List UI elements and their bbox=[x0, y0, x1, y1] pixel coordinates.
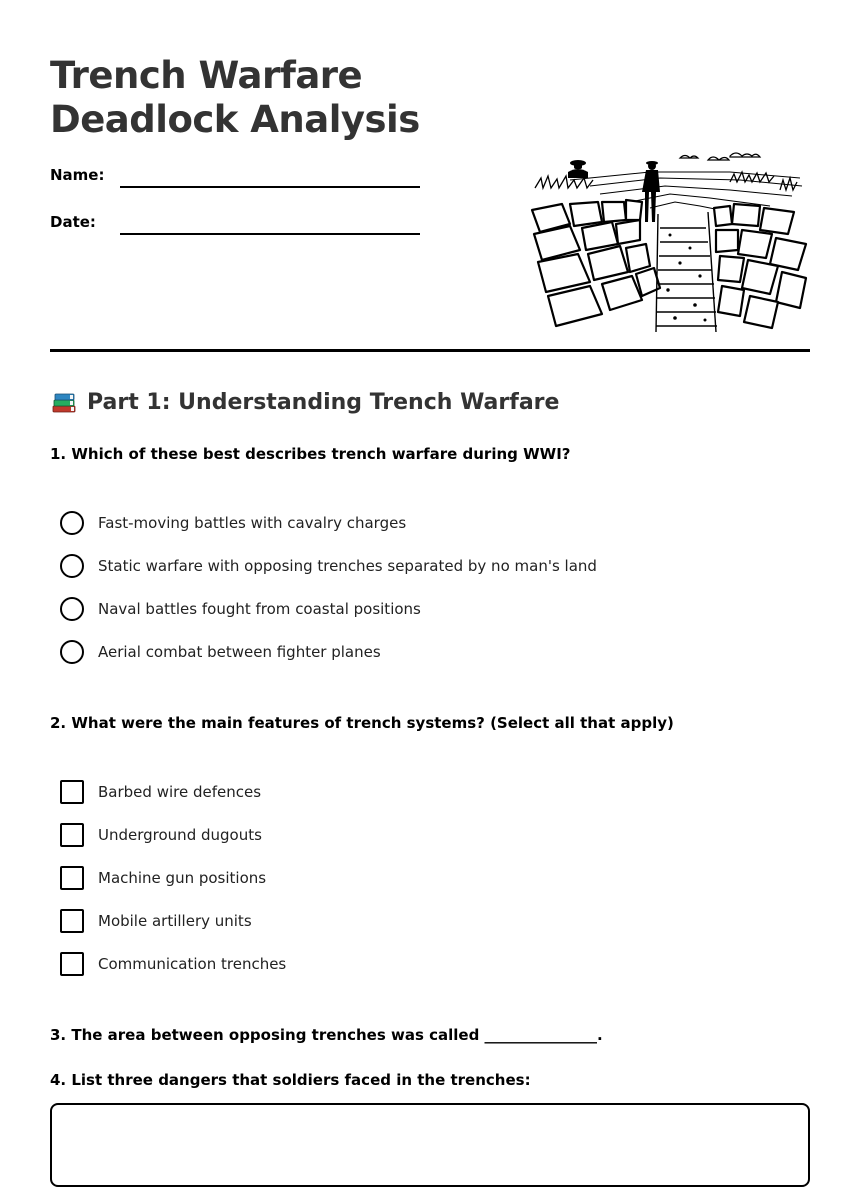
part1-heading bbox=[50, 388, 559, 416]
radio-button[interactable] bbox=[60, 597, 84, 621]
checkbox[interactable] bbox=[60, 823, 84, 847]
option-label: Machine gun positions bbox=[98, 869, 267, 887]
q1-option-3[interactable] bbox=[60, 597, 421, 621]
option-label: Static warfare with opposing trenches separated by no man's land bbox=[98, 557, 597, 575]
option-label: Communication trenches bbox=[98, 955, 287, 973]
option-label: Fast-moving battles with cavalry charges bbox=[98, 514, 407, 532]
checkbox[interactable] bbox=[60, 952, 84, 976]
radio-button[interactable] bbox=[60, 640, 84, 664]
title-line-2: Deadlock Analysis bbox=[50, 98, 420, 141]
question-2: 2. What were the main features of trench systems? (Select all that apply) bbox=[50, 714, 674, 732]
option-label: Naval battles fought from coastal positions bbox=[98, 600, 421, 618]
q2-option-2[interactable] bbox=[60, 823, 262, 847]
date-field[interactable] bbox=[120, 233, 420, 235]
date-label: Date: bbox=[50, 213, 96, 231]
radio-button[interactable] bbox=[60, 554, 84, 578]
option-label: Aerial combat between fighter planes bbox=[98, 643, 381, 661]
trench-illustration bbox=[530, 150, 810, 332]
page-title bbox=[50, 54, 420, 142]
q1-option-4[interactable] bbox=[60, 640, 381, 664]
part1-title: Part 1: Understanding Trench Warfare bbox=[87, 389, 560, 415]
title-line-1: Trench Warfare bbox=[50, 54, 363, 97]
q4-answer-textarea[interactable] bbox=[50, 1103, 810, 1187]
option-label: Mobile artillery units bbox=[98, 912, 252, 930]
name-field[interactable] bbox=[120, 186, 420, 188]
header-divider bbox=[50, 349, 810, 352]
checkbox[interactable] bbox=[60, 866, 84, 890]
q2-option-4[interactable] bbox=[60, 909, 252, 933]
name-label: Name: bbox=[50, 166, 105, 184]
q2-option-3[interactable] bbox=[60, 866, 266, 890]
checkbox[interactable] bbox=[60, 780, 84, 804]
checkbox[interactable] bbox=[60, 909, 84, 933]
question-4: 4. List three dangers that soldiers faced in the trenches: bbox=[50, 1071, 531, 1089]
books-icon bbox=[50, 388, 78, 416]
question-3: 3. The area between opposing trenches was called _______________. bbox=[50, 1026, 603, 1044]
radio-button[interactable] bbox=[60, 511, 84, 535]
q2-option-1[interactable] bbox=[60, 780, 261, 804]
option-label: Barbed wire defences bbox=[98, 783, 262, 801]
q2-option-5[interactable] bbox=[60, 952, 286, 976]
q1-option-1[interactable] bbox=[60, 511, 406, 535]
q1-option-2[interactable] bbox=[60, 554, 597, 578]
option-label: Underground dugouts bbox=[98, 826, 262, 844]
question-1: 1. Which of these best describes trench warfare during WWI? bbox=[50, 445, 571, 463]
